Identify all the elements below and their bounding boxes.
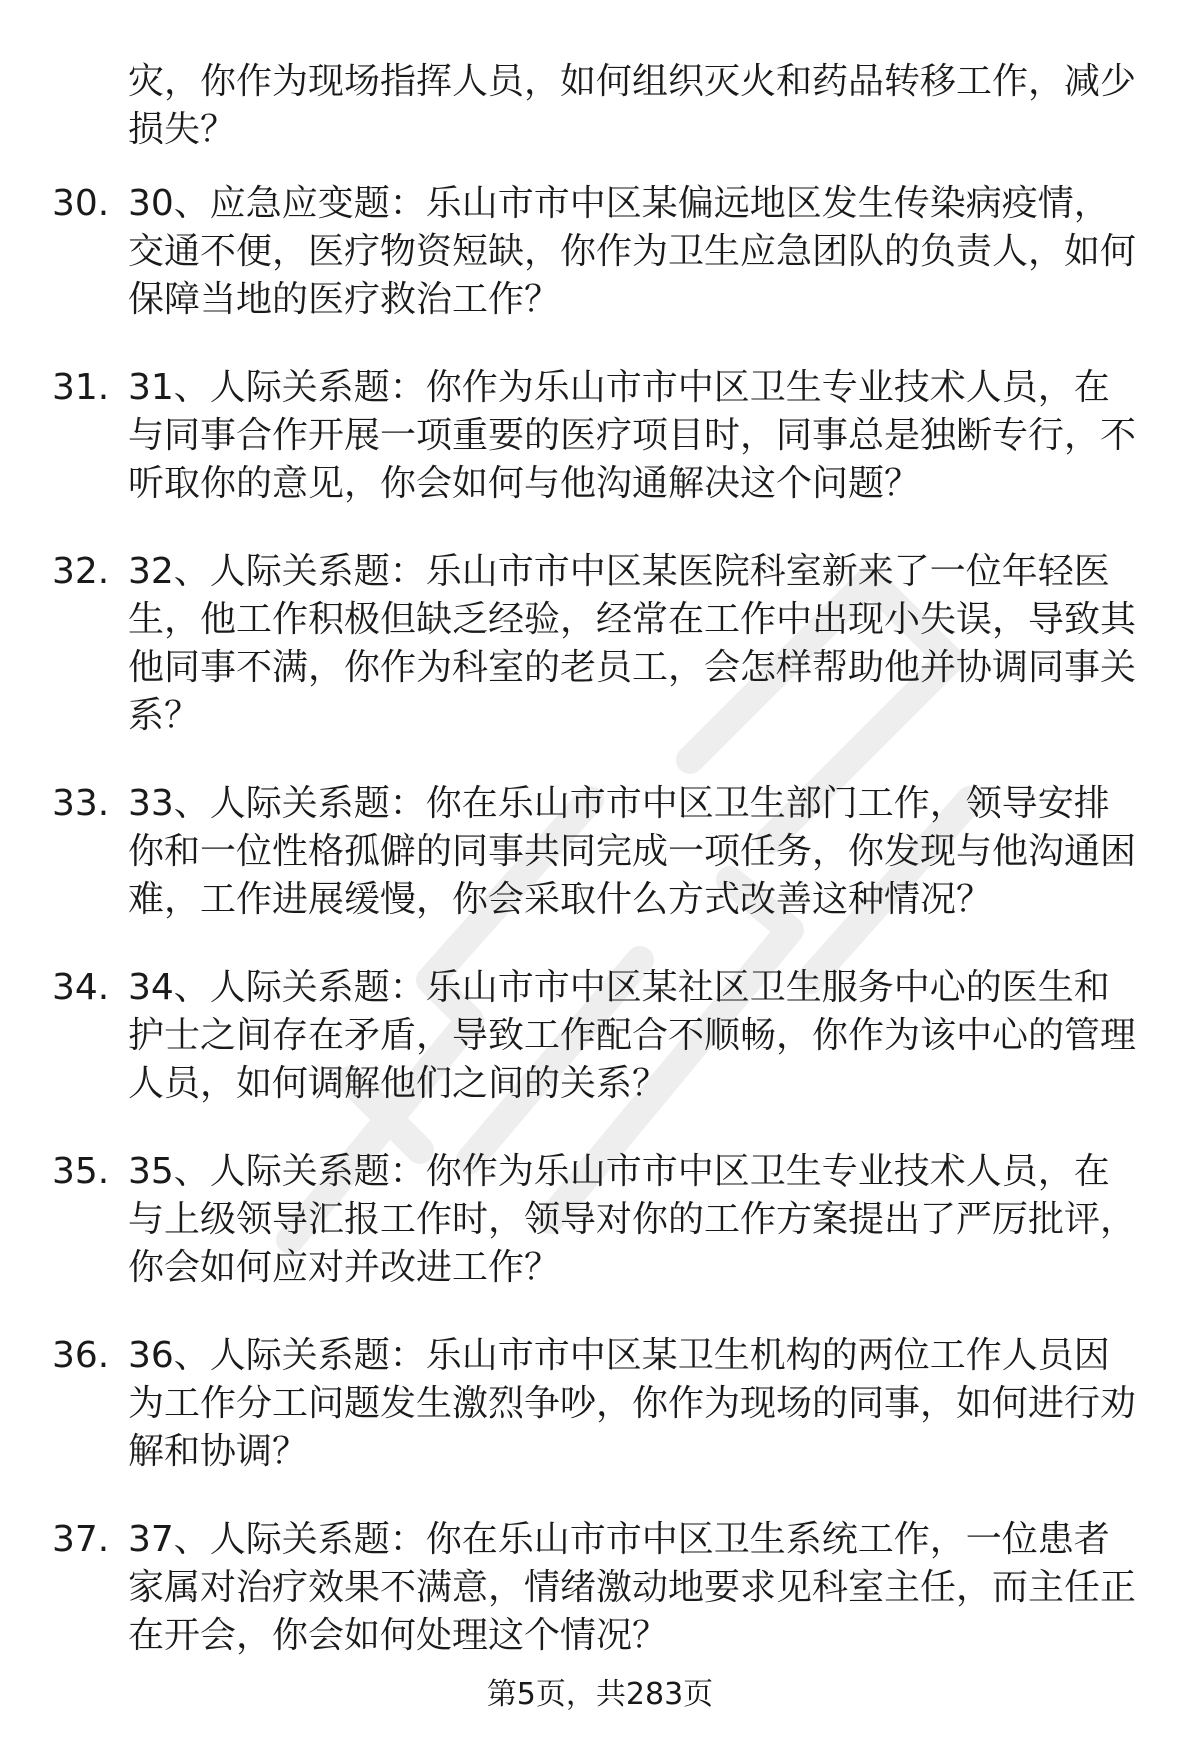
list-item	[0, 780, 1200, 924]
list-item	[0, 1332, 1200, 1476]
list-item	[0, 964, 1200, 1108]
item-text: 36、人际关系题：乐山市市中区某卫生机构的两位工作人员因为工作分工问题发生激烈争吵，你作为现场的同事，如何进行劝解和协调？	[128, 1335, 1137, 1472]
item-text: 37、人际关系题：你在乐山市市中区卫生系统工作，一位患者家属对治疗效果不满意，情绪激动地要求见科室主任，而主任正在开会，你会如何处理这个情况？	[128, 1519, 1137, 1656]
item-text: 34、人际关系题：乐山市市中区某社区卫生服务中心的医生和护士之间存在矛盾，导致工作配合不顺畅，你作为该中心的管理人员，如何调解他们之间的关系？	[128, 967, 1137, 1104]
lead-in-text: 灾，你作为现场指挥人员，如何组织灭火和药品转移工作，减少损失？	[128, 61, 1137, 150]
question-list	[0, 180, 1200, 1700]
item-text: 30、应急应变题：乐山市市中区某偏远地区发生传染病疫情，交通不便，医疗物资短缺，你作为卫生应急团队的负责人，如何保障当地的医疗救治工作？	[128, 183, 1137, 320]
item-number: 37.	[52, 1519, 110, 1560]
item-text: 31、人际关系题：你作为乐山市市中区卫生专业技术人员，在与同事合作开展一项重要的医疗项目时，同事总是独断专行，不听取你的意见，你会如何与他沟通解决这个问题？	[128, 367, 1137, 504]
item-number: 33.	[52, 783, 110, 824]
list-item	[0, 364, 1200, 508]
page-number-label: 第5页，共283页	[486, 1677, 714, 1712]
item-text: 33、人际关系题：你在乐山市市中区卫生部门工作，领导安排你和一位性格孤僻的同事共同完成一项任务，你发现与他沟通困难，工作进展缓慢，你会采取什么方式改善这种情况？	[128, 783, 1137, 920]
item-number: 30.	[52, 183, 110, 224]
item-text: 35、人际关系题：你作为乐山市市中区卫生专业技术人员，在与上级领导汇报工作时，领导对你的工作方案提出了严厉批评，你会如何应对并改进工作？	[128, 1151, 1137, 1288]
list-item	[0, 1148, 1200, 1292]
item-number: 35.	[52, 1151, 110, 1192]
item-number: 31.	[52, 367, 110, 408]
list-item	[0, 180, 1200, 324]
item-text: 32、人际关系题：乐山市市中区某医院科室新来了一位年轻医生，他工作积极但缺乏经验，经常在工作中出现小失误，导致其他同事不满，你作为科室的老员工，会怎样帮助他并协调同事关系？	[128, 551, 1137, 736]
item-number: 32.	[52, 551, 110, 592]
item-number: 34.	[52, 967, 110, 1008]
page-footer	[0, 1675, 1200, 1715]
list-item	[0, 1516, 1200, 1660]
item-number: 36.	[52, 1335, 110, 1376]
list-item	[0, 548, 1200, 740]
